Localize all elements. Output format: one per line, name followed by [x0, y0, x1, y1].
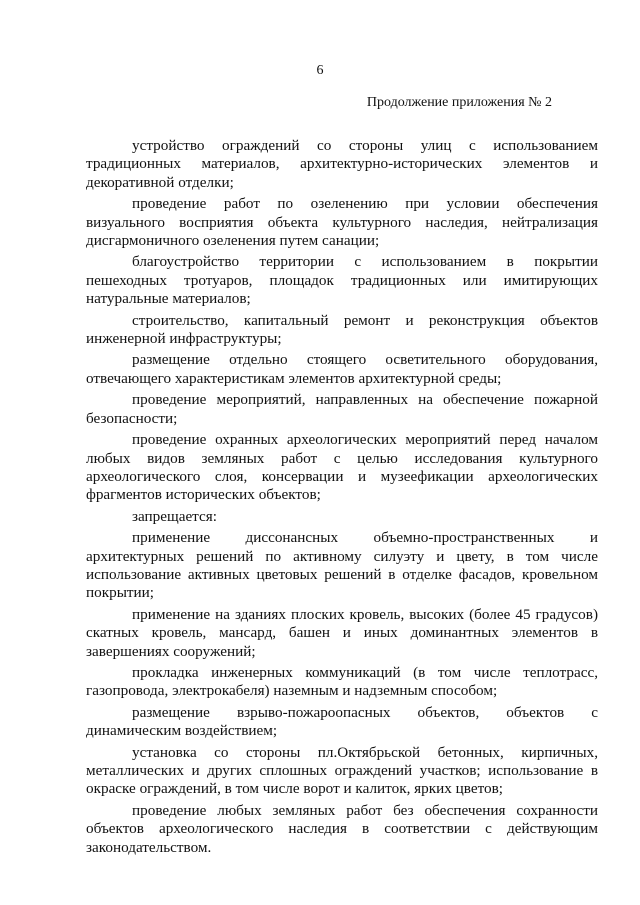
paragraph: проведение любых земляных работ без обеспечения сохранности объектов археологического наследия в соответствии с действующим законодательством.	[86, 801, 598, 856]
paragraph: размещение отдельно стоящего осветительного оборудования, отвечающего характеристикам элементов архитектурной среды;	[86, 351, 598, 387]
paragraph: проведение мероприятий, направленных на обеспечение пожарной безопасности;	[86, 391, 598, 427]
appendix-continuation-header: Продолжение приложения № 2	[366, 95, 552, 110]
paragraph: благоустройство территории с использованием в покрытии пешеходных тротуаров, площадок традиционных или имитирующих натуральные материалов;	[86, 253, 598, 308]
paragraph: строительство, капитальный ремонт и реконструкция объектов инженерной инфраструктуры;	[86, 311, 598, 348]
paragraph: устройство ограждений со стороны улиц с использованием традиционных материалов, архитектурно-исторических элементов и декоративной отделки;	[86, 137, 598, 191]
paragraph: размещение взрыво-пожароопасных объектов, объектов с динамическим воздействием;	[86, 703, 598, 740]
paragraph: применение на зданиях плоских кровель, высоких (более 45 градусов) скатных кровель, мансард, башен и иных доминантных элементов в завершениях сооружений;	[86, 605, 598, 660]
paragraph: прокладка инженерных коммуникаций (в том числе теплотрасс, газопровода, электрокабеля) наземным и надземным способом;	[86, 663, 598, 700]
prohibited-heading: запрещается:	[132, 507, 217, 525]
paragraph: проведение охранных археологических мероприятий перед началом любых видов земляных работ с целью исследования культурного археологического слоя, консервации и музеефикации археологических фрагментов исторических объектов;	[86, 431, 598, 504]
paragraph: применение диссонансных объемно-пространственных и архитектурных решений по активному силуэту и цвету, в том числе использование активных цветовых решений в отделке фасадов, кровельном покрытии;	[86, 529, 598, 602]
paragraph: установка со стороны пл.Октябрьской бетонных, кирпичных, металлических и других сплошных ограждений участков; использование в окраске ограждений, в том числе ворот и калиток, ярких цветов;	[86, 743, 598, 798]
document-body	[86, 137, 598, 860]
paragraph: проведение работ по озеленению при условии обеспечения визуального восприятия объекта культурного наследия, нейтрализация дисгармоничного озеленения путем санации;	[86, 195, 598, 250]
page-number: 6	[316, 63, 324, 78]
